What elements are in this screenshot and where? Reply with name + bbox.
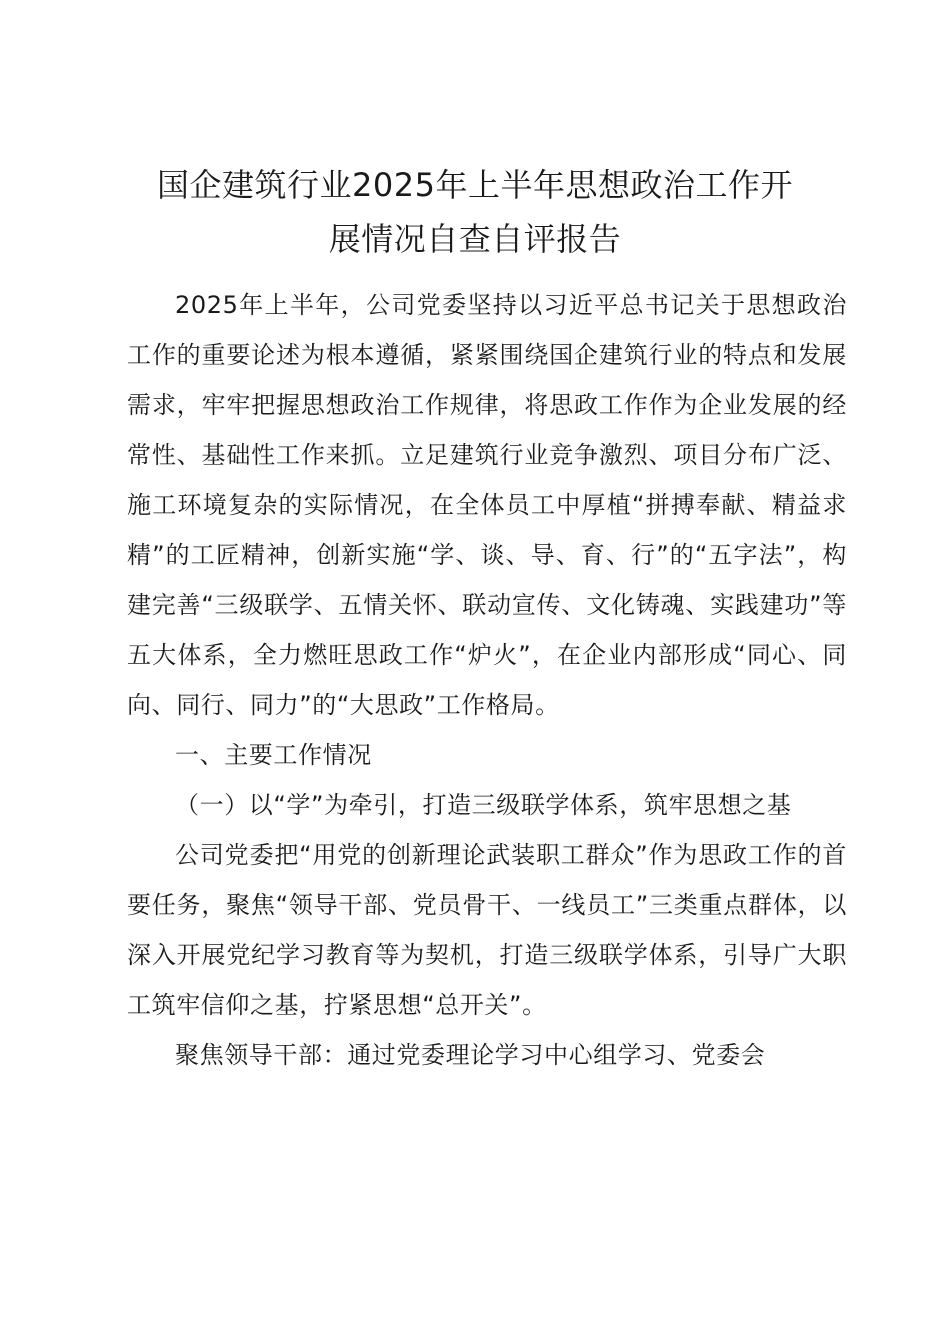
section-heading: 一、主要工作情况 [175,741,372,769]
intro-paragraph: 2025年上半年，公司党委坚持以习近平总书记关于思想政治工作的重要论述为根本遵循，紧紧围绕国企建筑行业的特点和发展需求，牢牢把握思想政治工作规律，将思政工作作为企业发展的经常性、基础性工作来抓。立足建筑行业竞争激烈、项目分布广泛、施工环境复杂的实际情况，在全体员工中厚植“拼搏奉献、精益求精”的工匠精神，创新实施“学、谈、导、育、行”的“五字法”，构建完善“三级联学、五情关怀、联动宣传、文化铸魂、实践建功”等五大体系，全力燃旺思政工作“炉火”，在企业内部形成“同心、同向、同行、同力”的“大思政”工作格局。 [127,291,847,719]
subsection-heading: （一）以“学”为牵引，打造三级联学体系，筑牢思想之基 [175,791,792,819]
title-line-1: 国企建筑行业2025年上半年思想政治工作开 [157,166,793,204]
document-body [127,280,847,1080]
document-title [60,158,890,266]
body-paragraph-partial: 聚焦领导干部：通过党委理论学习中心组学习、党委会 [175,1041,766,1069]
body-paragraph: 公司党委把“用党的创新理论武装职工群众”作为思政工作的首要任务，聚焦“领导干部、党员骨干、一线员工”三类重点群体，以深入开展党纪学习教育等为契机，打造三级联学体系，引导广大职工筑牢信仰之基，拧紧思想“总开关”。 [127,841,847,1019]
title-line-2: 展情况自查自评报告 [328,220,622,258]
